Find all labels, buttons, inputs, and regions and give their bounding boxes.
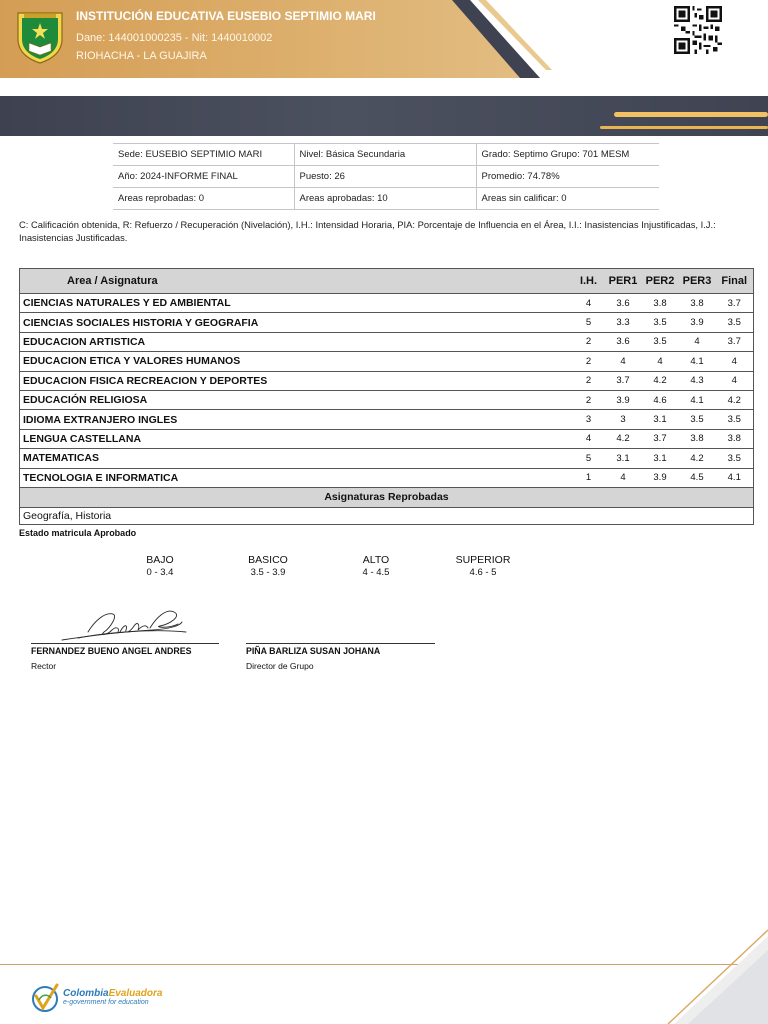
grade-ih: 1 [573,468,605,487]
grade-per3: 3.8 [679,294,716,313]
subject-name: CIENCIAS SOCIALES HISTORIA Y GEOGRAFIA [20,313,573,332]
grade-per3: 4.2 [679,449,716,468]
grade-per1: 3.1 [605,449,642,468]
scale-name: SUPERIOR [455,554,511,566]
col-per2: PER2 [642,269,679,294]
grade-ih: 3 [573,410,605,429]
grade-final: 3.5 [716,410,754,429]
grade-row [20,468,754,487]
scale-superior [452,554,514,580]
grades-header-row [20,269,754,294]
col-per1: PER1 [605,269,642,294]
info-areas-reprobadas: Areas reprobadas: 0 [113,188,294,210]
subject-name: EDUCACION ETICA Y VALORES HUMANOS [20,352,573,371]
grade-row [20,313,754,332]
info-areas-sin-calificar: Areas sin calificar: 0 [476,188,659,210]
col-per3: PER3 [679,269,716,294]
director-name: PIÑA BARLIZA SUSAN JOHANA [246,646,381,656]
grade-row [20,429,754,448]
grade-per2: 3.1 [642,449,679,468]
school-city: RIOHACHA - LA GUAJIRA [76,50,207,62]
grade-final: 3.7 [716,332,754,351]
school-dane: Dane: 144001000235 - Nit: 1440010002 [76,32,273,44]
grade-per2: 3.7 [642,429,679,448]
director-role: Director de Grupo [246,661,314,671]
grade-final: 3.7 [716,294,754,313]
grades-table [19,268,754,525]
scale-name: BASICO [248,554,288,566]
scale-name: ALTO [362,554,390,566]
grade-per1: 4 [605,352,642,371]
failed-subjects-list: Geografía, Historia [20,507,754,524]
grade-per1: 4 [605,468,642,487]
school-info [76,9,376,68]
grade-row [20,332,754,351]
grade-per1: 4.2 [605,429,642,448]
col-area: Area / Asignatura [20,269,573,294]
failed-subjects-header [20,487,754,507]
header-stripes [600,110,768,136]
scale-range: 3.5 - 3.9 [250,567,286,578]
grade-per3: 4.1 [679,390,716,409]
grade-per2: 4.6 [642,390,679,409]
school-crest-icon [12,9,68,65]
grade-row [20,410,754,429]
grade-ih: 2 [573,390,605,409]
grade-per2: 3.8 [642,294,679,313]
grade-final: 3.8 [716,429,754,448]
footer-decoration [620,900,768,1024]
page-header [0,0,768,96]
student-info-table [113,143,659,210]
qr-code-icon [674,6,722,54]
info-promedio: Promedio: 74.78% [476,166,659,188]
brand-name [63,988,162,999]
grade-per3: 4.1 [679,352,716,371]
info-nivel: Nivel: Básica Secundaria [294,144,476,166]
rector-name: FERNANDEZ BUENO ANGEL ANDRES [31,646,192,656]
brand-name-part2: Evaluadora [108,988,163,999]
grade-per2: 3.5 [642,332,679,351]
rector-role: Rector [31,661,57,671]
grade-row [20,390,754,409]
scale-bajo [135,554,185,580]
grade-per3: 4 [679,332,716,351]
grade-per1: 3.7 [605,371,642,390]
grade-row [20,352,754,371]
scale-name: BAJO [146,554,174,566]
grade-per2: 4 [642,352,679,371]
grade-per2: 3.1 [642,410,679,429]
grade-row [20,449,754,468]
grade-final: 4.1 [716,468,754,487]
grade-final: 4 [716,371,754,390]
grade-ih: 2 [573,371,605,390]
grade-per1: 3 [605,410,642,429]
grade-final: 4.2 [716,390,754,409]
grade-ih: 5 [573,449,605,468]
grade-ih: 4 [573,429,605,448]
grade-per3: 3.5 [679,410,716,429]
grade-per2: 3.9 [642,468,679,487]
colombia-evaluadora-logo-icon [30,982,60,1014]
abbreviations-legend: C: Calificación obtenida, R: Refuerzo / Recuperación (Nivelación), I.H.: Intensidad Horaria, PIA: Porcentaje de Influencia en el Área, I.I.: Inasistencias Injustificadas, I.J.: Inasistencias Justificadas. [19,219,716,243]
grade-final: 3.5 [716,313,754,332]
scale-range: 0 - 3.4 [146,567,174,578]
info-areas-aprobadas: Areas aprobadas: 10 [294,188,476,210]
grade-ih: 2 [573,352,605,371]
scale-range: 4 - 4.5 [362,567,390,578]
subject-name: MATEMATICAS [20,449,573,468]
grade-per3: 4.3 [679,371,716,390]
subject-name: EDUCACION ARTISTICA [20,332,573,351]
subject-name: EDUCACIÓN RELIGIOSA [20,390,573,409]
scale-basico [240,554,296,580]
grade-per3: 3.8 [679,429,716,448]
grade-per3: 4.5 [679,468,716,487]
subject-name: LENGUA CASTELLANA [20,429,573,448]
subject-name: EDUCACION FISICA RECREACION Y DEPORTES [20,371,573,390]
signature-image [58,602,190,646]
grade-per1: 3.6 [605,332,642,351]
info-grado: Grado: Septimo Grupo: 701 MESM [476,144,659,166]
grade-ih: 5 [573,313,605,332]
subject-name: CIENCIAS NATURALES Y ED AMBIENTAL [20,294,573,313]
info-puesto: Puesto: 26 [294,166,476,188]
grade-per2: 4.2 [642,371,679,390]
subject-name: TECNOLOGIA E INFORMATICA [20,468,573,487]
failed-subjects-title: Asignaturas Reprobadas [20,487,754,507]
grade-row [20,294,754,313]
grade-ih: 4 [573,294,605,313]
brand-name-part1: Colombia [63,988,109,999]
signature-line-director [246,643,435,644]
grade-per3: 3.9 [679,313,716,332]
scale-alto [353,554,399,580]
col-final: Final [716,269,754,294]
grade-final: 3.5 [716,449,754,468]
failed-subjects-row [20,507,754,524]
grade-final: 4 [716,352,754,371]
info-anio: Año: 2024-INFORME FINAL [113,166,294,188]
grade-per1: 3.6 [605,294,642,313]
grade-per2: 3.5 [642,313,679,332]
school-name: INSTITUCIÓN EDUCATIVA EUSEBIO SEPTIMIO MARI [76,9,376,23]
grade-row [20,371,754,390]
grade-per1: 3.9 [605,390,642,409]
grade-per1: 3.3 [605,313,642,332]
brand-tagline: e-government for education [63,999,149,1006]
col-ih: I.H. [573,269,605,294]
signature-line-rector [31,643,219,644]
enrollment-status: Estado matricula Aprobado [19,528,137,538]
info-sede: Sede: EUSEBIO SEPTIMIO MARI [113,144,294,166]
grade-ih: 2 [573,332,605,351]
subject-name: IDIOMA EXTRANJERO INGLES [20,410,573,429]
scale-range: 4.6 - 5 [469,567,497,578]
